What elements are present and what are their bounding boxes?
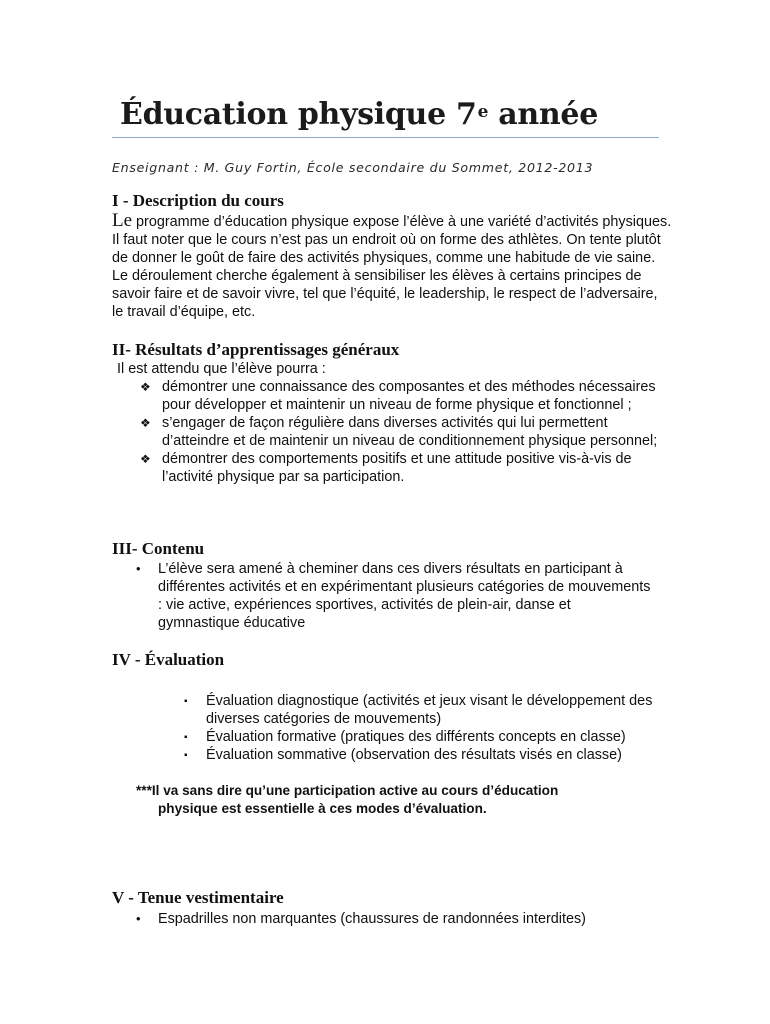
square-bullet-icon: ▪ bbox=[184, 696, 188, 707]
section-description-body: Le programme d’éducation physique expose l’élève à une variété d’activités physiques. Il faut noter que le cours n’est pas un endroit où on forme des athlètes. On tente plutôt de donner le goût de faire des activités physiques, comme une habitude de vie saine. Le déroulement cherche également à sensibiliser les élèves à certains principes de savoir faire et de savoir vivre, tel que l’équité, le leadership, le respect de l’adversaire, le travail d’équipe, etc. bbox=[112, 210, 672, 320]
title-block bbox=[112, 93, 659, 138]
bullet-icon: • bbox=[136, 911, 141, 926]
section-heading-description: I - Description du cours bbox=[112, 191, 284, 210]
evaluation-list bbox=[184, 692, 664, 764]
results-intro: Il est attendu que l’élève pourra : bbox=[117, 361, 326, 377]
section-heading-results: II- Résultats d’apprentissages généraux bbox=[112, 340, 400, 359]
content-list bbox=[134, 560, 654, 632]
title-superscript: e bbox=[477, 102, 489, 122]
description-dropcap: Le bbox=[112, 210, 133, 231]
evaluation-note bbox=[136, 782, 636, 818]
section-heading-evaluation: IV - Évaluation bbox=[112, 650, 225, 669]
list-item: • Espadrilles non marquantes (chaussures de randonnées interdites) bbox=[136, 911, 586, 927]
teacher-byline: Enseignant : M. Guy Fortin, École secondaire du Sommet, 2012-2013 bbox=[112, 160, 594, 175]
list-item: ▪ Évaluation diagnostique (activités et jeux visant le développement des diverses catégories de mouvements) bbox=[184, 693, 653, 727]
section-heading-dress-code: V - Tenue vestimentaire bbox=[112, 888, 284, 907]
evaluation-note-line1: ***Il va sans dire qu’une participation active au cours d’éducation bbox=[136, 783, 559, 798]
document-title: Éducation physique 7e année bbox=[120, 97, 599, 132]
evaluation-note-line2: physique est essentielle à ces modes d’évaluation. bbox=[158, 801, 487, 816]
section-heading-content: III- Contenu bbox=[112, 539, 205, 558]
results-list bbox=[140, 378, 670, 486]
square-bullet-icon: ▪ bbox=[184, 750, 188, 761]
list-item: • L’élève sera amené à cheminer dans ces divers résultats en participant à différentes activités et en expérimentant plusieurs catégories de mouvements : vie active, expériences sportives, activités de plein-air, danse et gymnastique éducative bbox=[136, 561, 651, 631]
bullet-icon: • bbox=[136, 561, 141, 576]
list-item: ❖ s’engager de façon régulière dans diverses activités qui lui permettent d’atteindre et de maintenir un niveau de conditionnement physique personnel; bbox=[140, 415, 658, 449]
diamond-bullet-icon: ❖ bbox=[140, 416, 151, 430]
square-bullet-icon: ▪ bbox=[184, 732, 188, 743]
diamond-bullet-icon: ❖ bbox=[140, 380, 151, 394]
title-underline bbox=[112, 137, 659, 138]
diamond-bullet-icon: ❖ bbox=[140, 452, 151, 466]
list-item: ❖ démontrer des comportements positifs et une attitude positive vis-à-vis de l’activité physique par sa participation. bbox=[140, 451, 632, 485]
list-item: ▪ Évaluation formative (pratiques des différents concepts en classe) bbox=[184, 729, 626, 745]
dress-code-list bbox=[134, 910, 664, 928]
list-item: ▪ Évaluation sommative (observation des résultats visés en classe) bbox=[184, 747, 622, 763]
list-item: ❖ démontrer une connaissance des composantes et des méthodes nécessaires pour développer et maintenir un niveau de forme physique et fonctionnel ; bbox=[140, 379, 656, 413]
